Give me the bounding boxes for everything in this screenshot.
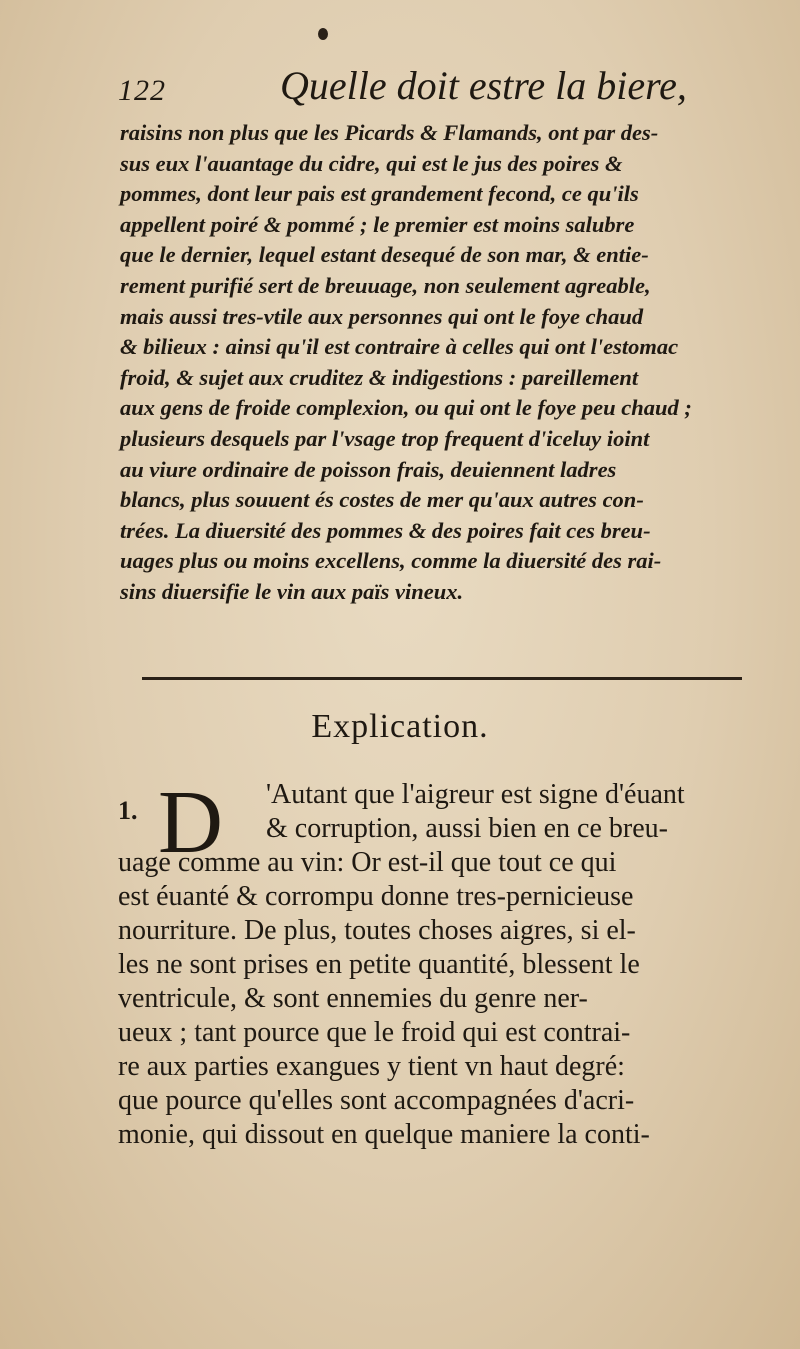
italic-paragraph <box>120 118 780 608</box>
text-line: raisins non plus que les Picards & Flamands, ont par des- <box>120 120 659 145</box>
text-line: que le dernier, lequel estant desequé de son mar, & entie- <box>120 242 649 268</box>
text-line: que pource qu'elles sont accompagnées d'acri- <box>118 1085 635 1116</box>
text-line: & bilieux : ainsi qu'il est contraire à celles qui ont l'estomac <box>120 334 679 360</box>
text-line: uage comme au vin: Or est-il que tout ce qui <box>118 847 617 878</box>
text-line: les ne sont prises en petite quantité, blessent le <box>118 949 640 980</box>
text-line: mais aussi tres-vtile aux personnes qui ont le foye chaud <box>120 303 644 329</box>
text-line: 'Autant que l'aigreur est signe d'éuant <box>266 779 685 810</box>
text-line: appellent poiré & pommé ; le premier est moins salubre <box>120 211 635 237</box>
running-head <box>110 62 770 118</box>
text-line: ventricule, & sont ennemies du genre ner- <box>118 983 588 1014</box>
text-line: trées. La diuersité des pommes & des poires fait ces breu- <box>120 517 651 543</box>
text-line: sins diuersifie le vin aux païs vineux. <box>120 578 464 604</box>
text-line: & corruption, aussi bien en ce breu- <box>266 813 668 844</box>
text-line: froid, & sujet aux cruditez & indigestions : pareillement <box>120 364 639 390</box>
text-line: pommes, dont leur pais est grandement fecond, ce qu'ils <box>120 181 639 207</box>
text-line: est éuanté & corrompu donne tres-pernicieuse <box>118 881 634 912</box>
text-line: sus eux l'auantage du cidre, qui est le jus des poires & <box>120 150 623 176</box>
text-line: monie, qui dissout en quelque maniere la conti- <box>118 1119 650 1150</box>
text-line: nourriture. De plus, toutes choses aigres, si el- <box>118 915 636 946</box>
text-line: ueux ; tant pource que le froid qui est contrai- <box>118 1017 631 1048</box>
drop-cap: D <box>158 773 223 872</box>
text-line: uages plus ou moins excellens, comme la diuersité des rai- <box>120 548 662 574</box>
text-line: aux gens de froide complexion, ou qui ont le foye peu chaud ; <box>120 395 692 421</box>
text-line: plusieurs desquels par l'vsage trop frequent d'iceluy ioint <box>120 425 650 451</box>
text-line: au viure ordinaire de poisson frais, deuiennent ladres <box>120 456 617 482</box>
page-heading: Quelle doit estre la biere, <box>280 63 687 108</box>
text-line: rement purifié sert de breuuage, non seulement agreable, <box>120 272 651 298</box>
explication-lines <box>118 773 788 1152</box>
text-line: blancs, plus souuent és costes de mer qu'aux autres con- <box>120 487 644 513</box>
ink-blot <box>318 28 328 40</box>
section-title: Explication. <box>311 708 489 745</box>
paragraph-number: 1. <box>118 796 138 825</box>
page-number: 122 <box>118 74 166 107</box>
section-divider <box>142 677 742 680</box>
text-line: re aux parties exangues y tient vn haut degré: <box>118 1051 625 1082</box>
